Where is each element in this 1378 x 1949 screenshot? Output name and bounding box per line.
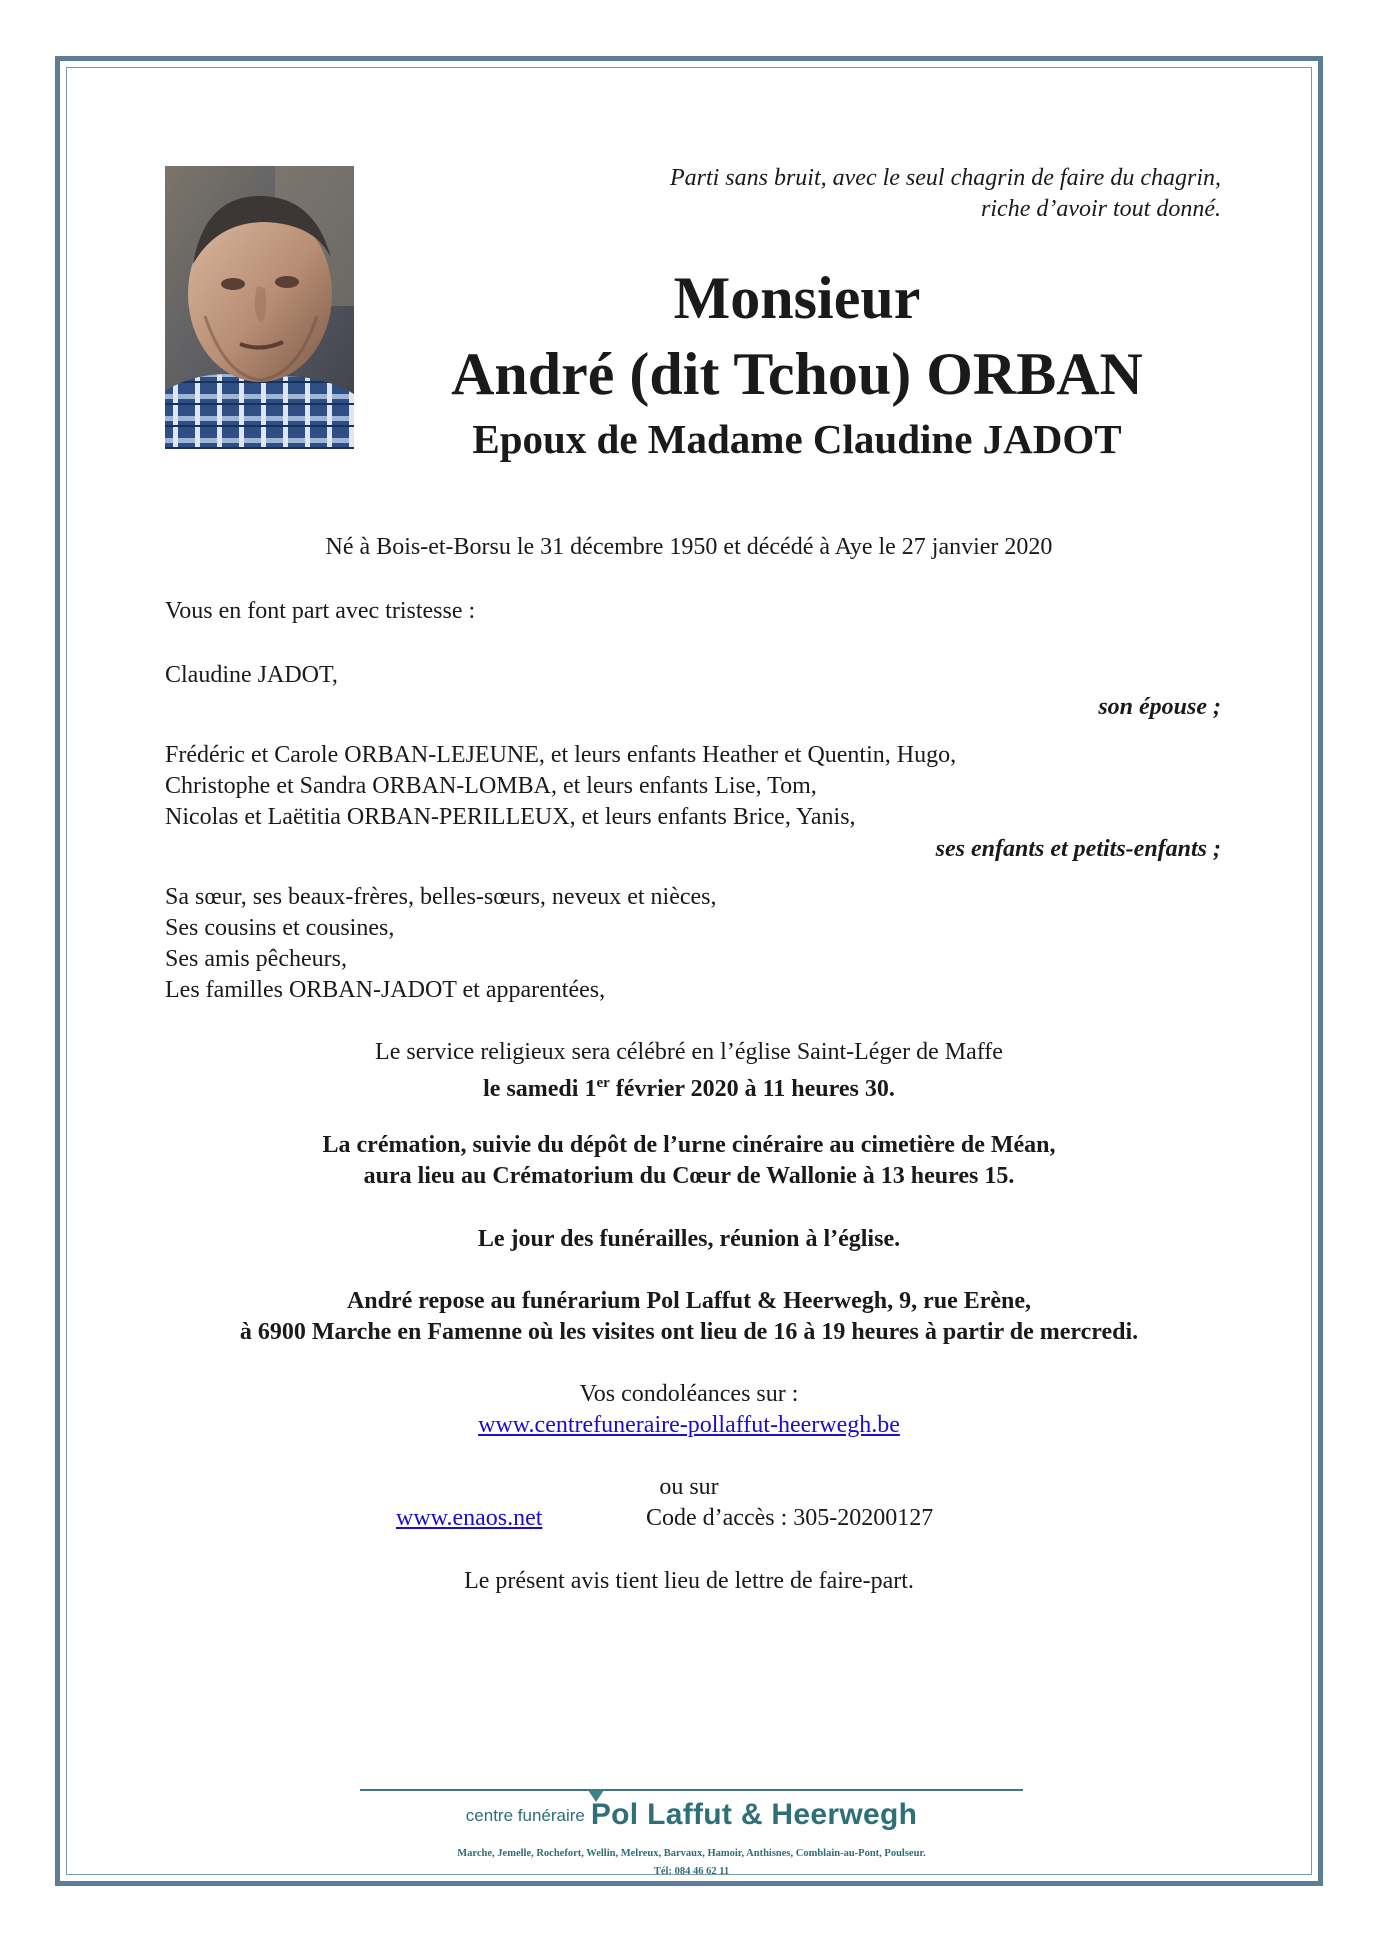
service-date-sup: er <box>596 1075 610 1091</box>
funeral-home-logo <box>360 1798 1023 1832</box>
spouse-role: son épouse ; <box>1098 694 1221 720</box>
children-role: ses enfants et petits-enfants ; <box>935 836 1221 862</box>
children-line-1: Frédéric et Carole ORBAN-LEJEUNE, et leurs enfants Heather et Quentin, Hugo, <box>165 742 957 768</box>
footer-divider <box>360 1789 1023 1791</box>
others-line-1: Sa sœur, ses beaux-frères, belles-sœurs, neveux et nièces, <box>165 884 717 910</box>
condolences-link-2[interactable] <box>396 1503 542 1534</box>
reunion-line: Le jour des funérailles, réunion à l’église. <box>477 1226 901 1252</box>
title-honorific: Monsieur <box>673 265 921 331</box>
portrait-photo <box>165 166 354 449</box>
title-spouse: Epoux de Madame Claudine JADOT <box>472 416 1122 462</box>
logo-small-text: centre funéraire <box>465 1806 585 1825</box>
portrait-illustration <box>165 166 354 449</box>
epigraph-line-2: riche d’avoir tout donné. <box>981 196 1221 222</box>
service-date-prefix: le samedi 1 <box>483 1076 597 1102</box>
enaos-link[interactable]: www.enaos.net <box>396 1505 543 1531</box>
repose-line-1: André repose au funérarium Pol Laffut & Heerwegh, 9, rue Erène, <box>346 1288 1032 1314</box>
children-line-3: Nicolas et Laëtitia ORBAN-PERILLEUX, et leurs enfants Brice, Yanis, <box>165 804 856 830</box>
footer-phone: Tél: 084 46 62 11 <box>653 1866 730 1877</box>
service-date <box>165 1068 1213 1105</box>
logo-big-text: Pol Laffut & Heerwegh <box>590 1798 918 1831</box>
footer-locations: Marche, Jemelle, Rochefort, Wellin, Melreux, Barvaux, Hamoir, Anthisnes, Comblain-au-Pont, Poulseur. <box>457 1848 926 1859</box>
others-line-4: Les familles ORBAN-JADOT et apparentées, <box>165 977 606 1003</box>
intro-line: Vous en font part avec tristesse : <box>165 598 476 624</box>
others-line-3: Ses amis pêcheurs, <box>165 946 347 972</box>
children-line-2: Christophe et Sandra ORBAN-LOMBA, et leurs enfants Lise, Tom, <box>165 773 817 799</box>
repose-line-2: à 6900 Marche en Famenne où les visites ont lieu de 16 à 19 heures à partir de mercredi. <box>239 1319 1139 1345</box>
condolences-url-row <box>165 1410 1213 1441</box>
or-label: ou sur <box>659 1474 719 1500</box>
service-date-suffix: février 2020 à 11 heures 30. <box>609 1076 895 1102</box>
cremation-line-1: La crémation, suivie du dépôt de l’urne cinéraire au cimetière de Méan, <box>322 1132 1056 1158</box>
spouse-name: Claudine JADOT, <box>165 662 338 688</box>
epigraph-line-1: Parti sans bruit, avec le seul chagrin de faire du chagrin, <box>669 165 1221 191</box>
epigraph <box>461 163 1221 225</box>
birth-death-line: Né à Bois-et-Borsu le 31 décembre 1950 et décédé à Aye le 27 janvier 2020 <box>325 534 1053 560</box>
condolences-link-1[interactable]: www.centrefuneraire-pollaffut-heerwegh.be <box>478 1412 900 1438</box>
others-line-2: Ses cousins et cousines, <box>165 915 395 941</box>
access-code: Code d’accès : 305-20200127 <box>646 1505 934 1531</box>
service-line: Le service religieux sera célébré en l’église Saint-Léger de Maffe <box>375 1039 1003 1065</box>
title-name: André (dit Tchou) ORBAN <box>451 341 1143 407</box>
cremation-line-2: aura lieu au Crématorium du Cœur de Wallonie à 13 heures 15. <box>363 1163 1015 1189</box>
condolences-label: Vos condoléances sur : <box>579 1381 799 1407</box>
closing-line: Le présent avis tient lieu de lettre de faire-part. <box>464 1568 914 1594</box>
